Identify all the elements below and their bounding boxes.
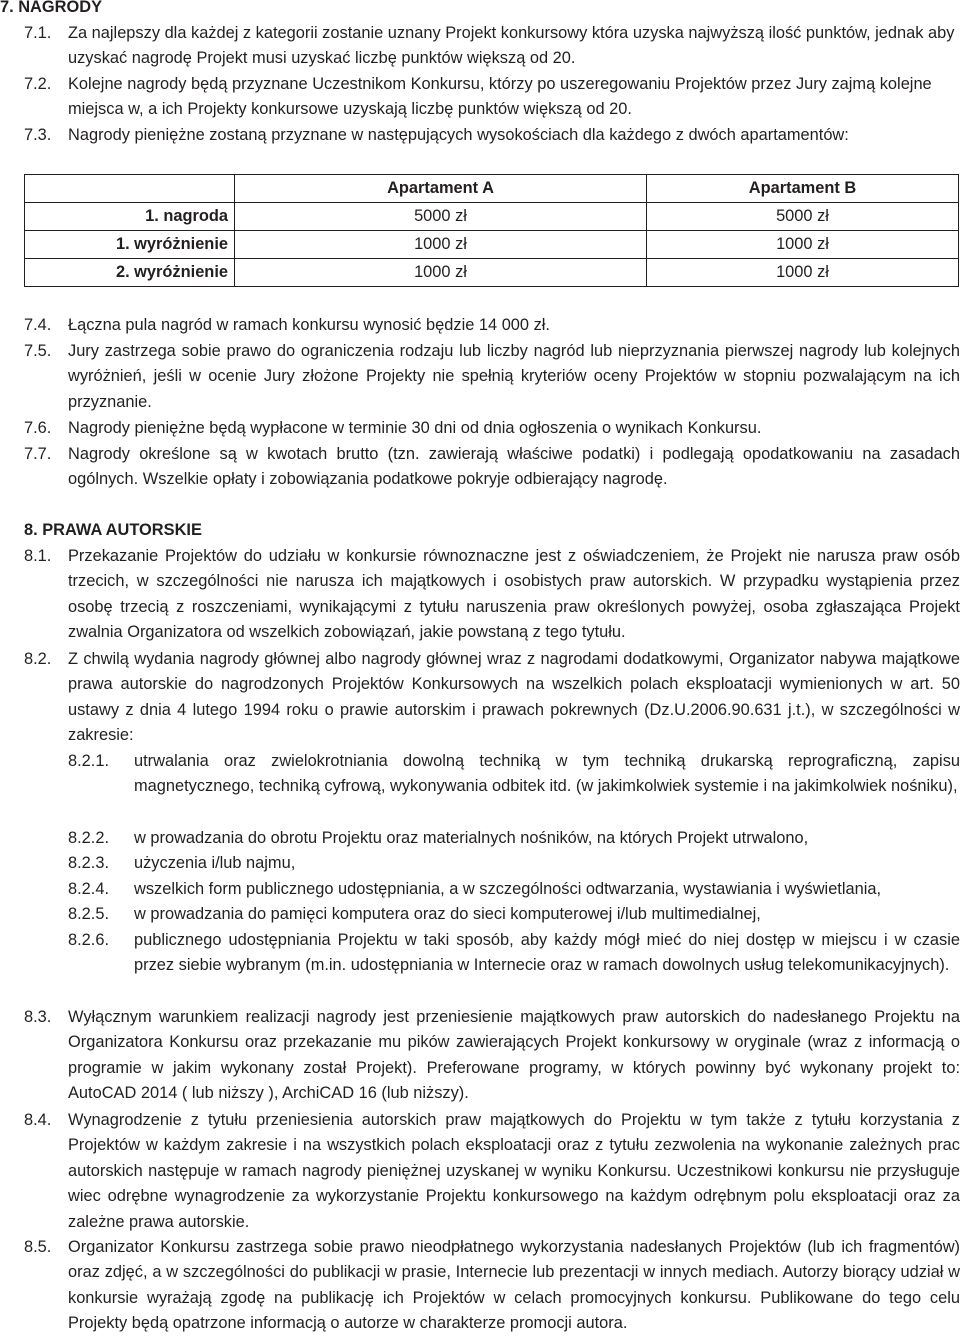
paragraph-number: 8.5. (24, 1238, 52, 1256)
paragraph-number: 8.2.3. (68, 854, 110, 872)
table-header-cell: Apartament B (647, 175, 959, 203)
paragraph-number: 8.2.4. (68, 880, 110, 898)
table-row-label: 1. wyróżnienie (25, 231, 235, 259)
paragraph-7-1 (24, 21, 960, 72)
paragraph-text: Wyłącznym warunkiem realizacji nagrody jest przeniesienie majątkowych praw autorskich do nadesłanego Projektu na Organizatora Konkursu oraz przekazanie mu pików zawierających Projekt konkursowy w oryginale (wraz z informacją o programie w jakim wykonany został Projekt). Preferowane programy, w których powinny być wykonany projekt to: AutoCAD 2014 ( lub niższy ), ArchiCAD 16 (lub niższy). (68, 1008, 960, 1103)
paragraph-7-3 (24, 123, 960, 148)
paragraph-text: Organizator Konkursu zastrzega sobie prawo nieodpłatnego wykorzystania nadesłanych Projektów (lub ich fragmentów) oraz zdjęć, a w szczególności do publikacji w prasie, Internecie lub prezentacji w innych mediach. Autorzy biorący udział w konkursie wyrażają zgodę na publikację ich Projektów w celach promocyjnych konkursu. Publikowane do tego celu Projekty będą opatrzone informacją o autorze w charakterze promocji autora. (68, 1238, 960, 1333)
subparagraph-8-2-5 (68, 902, 960, 927)
paragraph-text: Wynagrodzenie z tytułu przeniesienia autorskich praw majątkowych do Projektu w tym także z tytułu korzystania z Projektów w każdym zakresie i na wszystkich polach eksploatacji oraz z tytułu zezwolenia na wykonanie zależnych prac autorskich następuje w ramach nagrody pieniężnej uzyskanej w wyniku Konkursu. Uczestnikowi konkursu nie przysługuje wiec odrębne wynagrodzenie za wykorzystanie Projektu konkursowego na każdym odrębnym polu eksploatacji oraz za zależne prawa autorskie. (68, 1111, 960, 1231)
table-row (25, 231, 959, 259)
paragraph-text: Kolejne nagrody będą przyznane Uczestnikom Konkursu, którzy po uszeregowaniu Projektów przez Jury zajmą kolejne miejsca w, a ich Projekty konkursowe uzyskają liczbę punktów większą od 20. (68, 75, 932, 119)
paragraph-number: 7.3. (24, 126, 52, 144)
paragraph-text: Nagrody pieniężne będą wypłacone w terminie 30 dni od dnia ogłoszenia o wynikach Konkursu. (68, 419, 762, 437)
prize-table (24, 174, 959, 287)
table-row (25, 203, 959, 231)
paragraph-text: Z chwilą wydania nagrody głównej albo nagrody głównej wraz z nagrodami dodatkowymi, Organizator nabywa majątkowe prawa autorskie do nagrodzonych Projektów Konkursowych na wszelkich polach eksploatacji wymienionych w art. 50 ustawy z dnia 4 lutego 1994 roku o prawie autorskim i prawach pokrewnych (Dz.U.2006.90.631 j.t.), w szczególności w zakresie: (68, 650, 960, 745)
paragraph-8-5 (24, 1235, 960, 1337)
table-cell: 1000 zł (235, 231, 647, 259)
table-cell: 1000 zł (235, 259, 647, 287)
section-8-heading: 8. PRAWA AUTORSKIE (24, 521, 202, 539)
paragraph-number: 7.1. (24, 24, 52, 42)
subparagraph-8-2-6 (68, 928, 960, 979)
subparagraph-8-2-3 (68, 851, 960, 876)
table-cell: 5000 zł (235, 203, 647, 231)
paragraph-text: wszelkich form publicznego udostępniania, a w szczególności odtwarzania, wystawiania i wyświetlania, (134, 880, 882, 898)
paragraph-8-3 (24, 1005, 960, 1107)
section-7-heading: 7. NAGRODY (0, 0, 103, 16)
subparagraph-8-2-4 (68, 877, 960, 902)
paragraph-text: Łączna pula nagród w ramach konkursu wynosić będzie 14 000 zł. (68, 316, 550, 334)
paragraph-number: 8.1. (24, 547, 52, 565)
paragraph-text: publicznego udostępniania Projektu w taki sposób, aby każdy mógł mieć do niej dostęp w miejscu i w czasie przez siebie wybranym (m.in. udostępniania w Internecie oraz w ramach dowolnych usług telekomunikacyjnych). (134, 931, 960, 975)
paragraph-number: 7.7. (24, 445, 52, 463)
paragraph-8-2 (24, 647, 960, 749)
paragraph-8-4 (24, 1108, 960, 1235)
paragraph-text: Jury zastrzega sobie prawo do ograniczenia rodzaju lub liczby nagród lub nieprzyznania pierwszej nagrody lub kolejnych wyróżnień, jeśli w ocenie Jury złożone Projekty nie spełnią kryteriów oceny Projektów w stopniu pozwalającym na ich przyznanie. (68, 342, 960, 411)
paragraph-7-6 (24, 416, 960, 441)
paragraph-text: Przekazanie Projektów do udziału w konkursie równoznaczne jest z oświadczeniem, że Projekt nie narusza praw osób trzecich, w szczególności nie narusza ich majątkowych i osobistych praw autorskich. W przypadku wystąpienia przez osobę trzecią z roszczeniami, wynikającymi z tytułu naruszenia praw określonych powyżej, osoba zgłaszająca Projekt zwalnia Organizatora od wszelkich zobowiązań, jakie powstaną z tego tytułu. (68, 547, 960, 642)
paragraph-text: Nagrody określone są w kwotach brutto (tzn. zawierają właściwe podatki) i podlegają opodatkowaniu na zasadach ogólnych. Wszelkie opłaty i zobowiązania podatkowe pokryje odbierający nagrodę. (68, 445, 960, 489)
table-cell: 1000 zł (647, 259, 959, 287)
table-row-label: 1. nagroda (25, 203, 235, 231)
paragraph-number: 7.4. (24, 316, 52, 334)
paragraph-text: utrwalania oraz zwielokrotniania dowolną techniką w tym techniką drukarską reprograficzną, zapisu magnetycznego, techniką cyfrową, wykonywania odbitek itd. (w jakimkolwiek systemie i na jakimkolwiek nośniku), (134, 752, 960, 796)
paragraph-text: użyczenia i/lub najmu, (134, 854, 296, 872)
paragraph-8-1 (24, 544, 960, 646)
paragraph-text: w prowadzania do obrotu Projektu oraz materialnych nośników, na których Projekt utrwalono, (134, 829, 809, 847)
paragraph-number: 8.2.1. (68, 752, 110, 770)
paragraph-7-7 (24, 442, 960, 493)
paragraph-number: 7.2. (24, 75, 52, 93)
table-row (25, 259, 959, 287)
paragraph-number: 7.6. (24, 419, 52, 437)
paragraph-7-2 (24, 72, 960, 123)
paragraph-number: 8.2.2. (68, 829, 110, 847)
table-cell: 5000 zł (647, 203, 959, 231)
paragraph-text: Nagrody pieniężne zostaną przyznane w następujących wysokościach dla każdego z dwóch apartamentów: (68, 126, 849, 144)
paragraph-number: 8.3. (24, 1008, 52, 1026)
table-header-row (25, 175, 959, 203)
paragraph-number: 8.2.6. (68, 931, 110, 949)
table-header-cell: Apartament A (235, 175, 647, 203)
table-header-cell (25, 175, 235, 203)
paragraph-text: w prowadzania do pamięci komputera oraz do sieci komputerowej i/lub multimedialnej, (134, 905, 761, 923)
paragraph-number: 8.4. (24, 1111, 52, 1129)
subparagraph-8-2-1 (68, 749, 960, 800)
paragraph-text: Za najlepszy dla każdej z kategorii zostanie uznany Projekt konkursowy która uzyska najwyższą ilość punktów, jednak aby uzyskać nagrodę Projekt musi uzyskać liczbę punktów większą od 20. (68, 24, 955, 68)
subparagraph-8-2-2 (68, 826, 960, 851)
table-row-label: 2. wyróżnienie (25, 259, 235, 287)
paragraph-number: 8.2.5. (68, 905, 110, 923)
paragraph-number: 7.5. (24, 342, 52, 360)
table-cell: 1000 zł (647, 231, 959, 259)
paragraph-number: 8.2. (24, 650, 52, 668)
paragraph-7-5 (24, 339, 960, 415)
paragraph-7-4 (24, 313, 960, 338)
